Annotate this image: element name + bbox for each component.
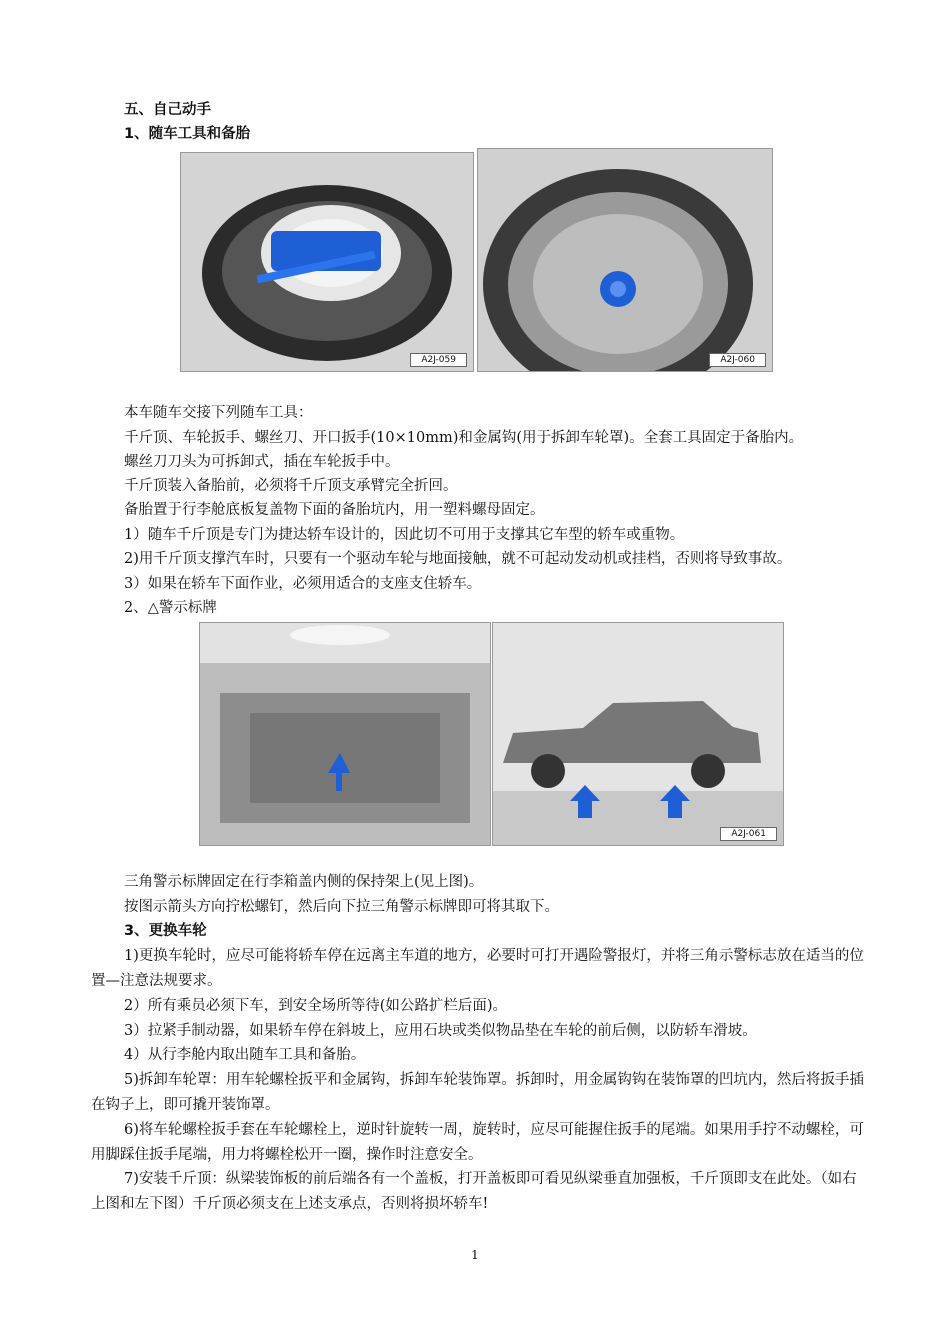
wheel-step-7: 7)安装千斤顶：纵梁装饰板的前后端各有一个盖板，打开盖板即可看见纵梁垂直加强板，千斤顶即支在此处。（如右上图和左下图）千斤顶必须支在上述支承点，否则将损坏轿车! xyxy=(91,1171,857,1212)
spare-tire-location: 备胎置于行李舱底板复盖物下面的备胎坑内，用一塑料螺母固定。 xyxy=(124,502,545,518)
tools-list: 千斤顶、车轮扳手、螺丝刀、开口扳手(10×10mm)和金属钩(用于拆卸车轮罩)。全套工具固定于备胎内。 xyxy=(124,430,804,446)
tools-intro: 本车随车交接下列随车工具： xyxy=(124,405,313,421)
warning-triangle-removal: 按图示箭头方向拧松螺钉，然后向下拉三角警示标牌即可将其取下。 xyxy=(124,899,559,915)
warning-triangle-location: 三角警示标牌固定在行李箱盖内侧的保持架上(见上图)。 xyxy=(124,874,484,890)
spare-wheel-nut-photo xyxy=(477,148,773,372)
wheel-step-2: 2）所有乘员必须下车，到安全场所等待(如公路扩栏后面)。 xyxy=(124,998,508,1014)
jack-warning-3: 3）如果在轿车下面作业，必须用适合的支座支住轿车。 xyxy=(124,576,482,592)
trunk-lid-photo xyxy=(199,622,491,846)
wheel-step-3: 3）拉紧手制动器，如果轿车停在斜坡上，应用石块或类似物品垫在车轮的前后侧，以防轿车滑坡。 xyxy=(124,1023,757,1039)
wheel-step-4: 4）从行李舱内取出随车工具和备胎。 xyxy=(124,1047,366,1063)
screwdriver-note: 螺丝刀刀头为可拆卸式，插在车轮扳手中。 xyxy=(124,454,400,470)
wheel-step-6: 6)将车轮螺栓扳手套在车轮螺栓上，逆时针旋转一周，旋转时，应尽可能握住扳手的尾端。如果用手拧不动螺栓，可用脚踩住扳手尾端，用力将螺栓松开一圈，操作时注意安全。 xyxy=(91,1122,864,1163)
figure-caption-left: A2J-059 xyxy=(410,353,467,367)
trunk-lid-illustration xyxy=(200,623,490,845)
figure-caption-right: A2J-060 xyxy=(709,353,766,367)
jack-warning-2: 2)用千斤顶支撑汽车时，只要有一个驱动车轮与地面接触，就不可起动发动机或挂档，否则将导致事故。 xyxy=(124,551,792,567)
wheel-step-1: 1)更换车轮时，应尽可能将轿车停在远离主车道的地方，必要时可打开遇险警报灯，并将三角示警标志放在适当的位置—注意法规要求。 xyxy=(91,948,864,989)
heading-tools-spare-tire: 1、随车工具和备胎 xyxy=(124,126,251,142)
page-number: 1 xyxy=(471,1248,479,1262)
heading-warning-triangle: 2、△警示标牌 xyxy=(124,600,217,616)
heading-main: 五、自己动手 xyxy=(124,102,211,118)
figure-caption-car: A2J-061 xyxy=(720,827,777,841)
spare-tire-illustration xyxy=(181,153,473,371)
heading-change-wheel: 3、更换车轮 xyxy=(124,923,207,939)
car-jack-illustration xyxy=(493,623,783,845)
spare-tire-tools-photo xyxy=(180,152,474,372)
wheel-step-5: 5)拆卸车轮罩：用车轮螺栓扳平和金属钩，拆卸车轮装饰罩。拆卸时，用金属钩钩在装饰罩的凹坑内，然后将扳手插在钩子上，即可撬开装饰罩。 xyxy=(91,1072,864,1113)
jack-fold-note: 千斤顶装入备胎前，必须将千斤顶支承臂完全折回。 xyxy=(124,478,458,494)
spare-wheel-illustration xyxy=(478,149,772,371)
car-jack-points-photo xyxy=(492,622,784,846)
jack-warning-1: 1）随车千斤顶是专门为捷达轿车设计的，因此切不可用于支撑其它车型的轿车或重物。 xyxy=(124,527,685,543)
